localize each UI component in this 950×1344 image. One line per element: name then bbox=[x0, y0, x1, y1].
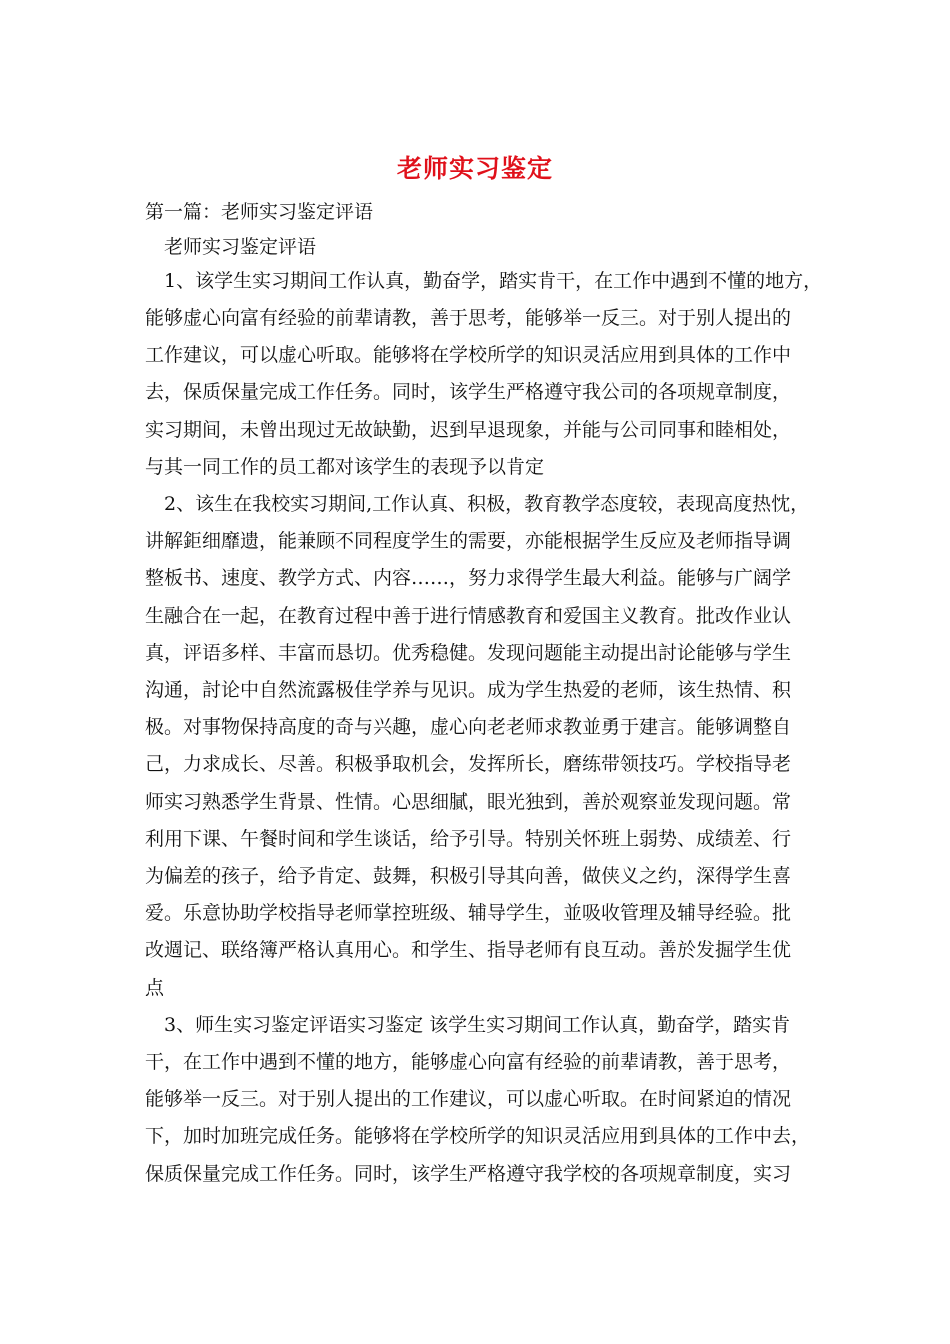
subheading: 老师实习鉴定评语 bbox=[164, 236, 317, 258]
paragraph-line: 爱。乐意协助学校指导老师掌控班级、辅导学生，並吸收管理及辅导经验。批 bbox=[145, 902, 792, 924]
paragraph-line: 能够虚心向富有经验的前辈请教，善于思考，能够举一反三。对于别人提出的 bbox=[145, 307, 792, 329]
paragraph-line: 2、该生在我校实习期间,工作认真、积极，教育教学态度较，表现高度热忱， bbox=[164, 493, 810, 515]
paragraph-line: 极。对事物保持高度的奇与兴趣，虚心向老老师求教並勇于建言。能够调整自 bbox=[145, 716, 792, 738]
paragraph-line: 点 bbox=[145, 977, 165, 999]
paragraph-line: 讲解鉅细靡遗，能兼顾不同程度学生的需要，亦能根据学生反应及老师指导调 bbox=[145, 530, 792, 552]
paragraph-line: 沟通，討论中自然流露极佳学养与见识。成为学生热爱的老师，该生热情、积 bbox=[145, 679, 792, 701]
paragraph-line: 生融合在一起，在教育过程中善于进行情感教育和爱国主义教育。批改作业认 bbox=[145, 605, 792, 627]
paragraph-line: 与其一同工作的员工都对该学生的表现予以肯定 bbox=[145, 456, 545, 478]
paragraph-line: 去，保质保量完成工作任务。同时，该学生严格遵守我公司的各项规章制度， bbox=[145, 381, 792, 403]
paragraph-line: 能够举一反三。对于别人提出的工作建议，可以虚心听取。在时间紧迫的情况 bbox=[145, 1088, 792, 1110]
paragraph-line: 为偏差的孩子，给予肯定、鼓舞，积极引导其向善，做侠义之约，深得学生喜 bbox=[145, 865, 792, 887]
paragraph-line: 下，加时加班完成任务。能够将在学校所学的知识灵活应用到具体的工作中去， bbox=[145, 1125, 811, 1147]
paragraph-line: 利用下课、午餐时间和学生谈话，给予引导。特别关怀班上弱势、成绩差、行 bbox=[145, 828, 792, 850]
paragraph-line: 师实习熟悉学生背景、性情。心思细膩，眼光独到，善於观察並发现问题。常 bbox=[145, 791, 792, 813]
paragraph-line: 工作建议，可以虚心听取。能够将在学校所学的知识灵活应用到具体的工作中 bbox=[145, 344, 792, 366]
section-heading: 第一篇：老师实习鉴定评语 bbox=[145, 201, 374, 223]
paragraph-line: 保质保量完成工作任务。同时，该学生严格遵守我学校的各项规章制度，实习 bbox=[145, 1163, 792, 1185]
paragraph-line: 3、师生实习鉴定评语实习鉴定 该学生实习期间工作认真，勤奋学，踏实肯 bbox=[164, 1014, 791, 1036]
paragraph-line: 整板书、速度、教学方式、内容……，努力求得学生最大利益。能够与广阔学 bbox=[145, 567, 792, 589]
paragraph-line: 真，评语多样、丰富而恳切。优秀稳健。发现问题能主动提出討论能够与学生 bbox=[145, 642, 792, 664]
paragraph-line: 1、该学生实习期间工作认真，勤奋学，踏实肯干，在工作中遇到不懂的地方， bbox=[164, 270, 823, 292]
paragraph-line: 实习期间，未曾出现过无故缺勤，迟到早退现象，并能与公司同事和睦相处， bbox=[145, 419, 792, 441]
paragraph-line: 改週记、联络簿严格认真用心。和学生、指导老师有良互动。善於发掘学生优 bbox=[145, 939, 792, 961]
paragraph-line: 干，在工作中遇到不懂的地方，能够虚心向富有经验的前辈请教，善于思考， bbox=[145, 1051, 792, 1073]
page-title: 老师实习鉴定 bbox=[396, 154, 553, 183]
paragraph-line: 己，力求成长、尽善。积极爭取机会，发挥所长，磨练带领技巧。学校指导老 bbox=[145, 753, 792, 775]
